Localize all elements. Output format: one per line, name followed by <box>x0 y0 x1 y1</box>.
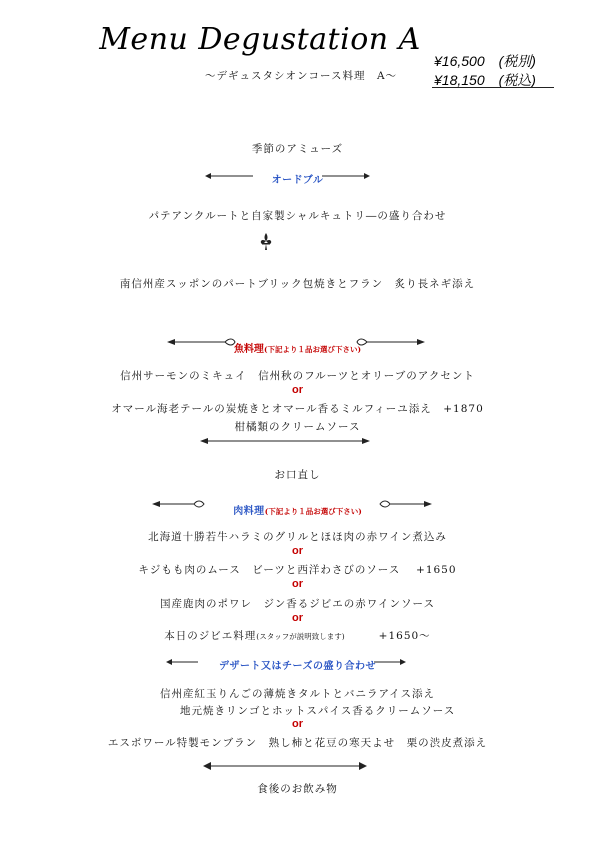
fish-item-2: オマール海老テールの炭焼きとオマール香るミルフィーユ添え +1870 <box>111 403 484 415</box>
price-excl-tax: ¥16,500 (税別) <box>434 53 536 69</box>
meat-or-3: or <box>292 612 303 624</box>
divider-2 <box>203 759 367 773</box>
after-meal-drink: 食後のお飲み物 <box>257 783 338 795</box>
divider-1 <box>200 436 370 446</box>
menu-title: Menu Degustation A <box>99 22 421 57</box>
meat-item-4-main: 本日のジビエ料理 <box>164 630 257 642</box>
meat-item-4 <box>0 628 595 643</box>
hors-doeuvre-heading: オードブル <box>271 175 324 186</box>
meat-item-4-note: (スタッフが説明致します) <box>256 632 345 641</box>
meat-note: (下記より１品お選び下さい) <box>264 507 362 516</box>
fish-note: (下記より１品お選び下さい) <box>263 345 362 354</box>
dessert-item-1: 信州産紅玉りんごの薄焼きタルトとバニラアイス添え <box>160 688 435 700</box>
meat-or-2: or <box>292 578 303 590</box>
ornament-right-2 <box>355 335 427 349</box>
fish-or: or <box>292 384 303 396</box>
fleur-de-lis-icon <box>259 232 273 252</box>
palate-cleanser: お口直し <box>274 469 321 481</box>
price-incl-tax: ¥18,150 (税込) <box>434 72 536 88</box>
meat-heading: 肉料理 <box>233 506 265 517</box>
price-underline <box>432 87 554 88</box>
meat-or-1: or <box>292 545 303 557</box>
hors-doeuvre-item-1: パテアンクルートと自家製シャルキュトリ―の盛り合わせ <box>148 210 447 222</box>
ornament-right-1 <box>320 170 372 182</box>
meat-item-2: キジもも肉のムース ビーツと西洋わさびのソース +1650 <box>138 564 457 576</box>
ornament-right-4 <box>372 656 406 668</box>
dessert-heading: デザート又はチーズの盛り合わせ <box>219 661 376 672</box>
fish-heading: 魚料理 <box>233 344 264 355</box>
ornament-right-3 <box>378 497 434 511</box>
meat-item-4-price: +1650～ <box>378 630 431 642</box>
fish-item-2-sauce: 柑橘類のクリームソース <box>234 421 361 433</box>
dessert-or: or <box>292 718 303 730</box>
hors-doeuvre-item-2: 南信州産スッポンのパートブリック包焼きとフラン 炙り長ネギ添え <box>119 278 476 290</box>
meat-item-3: 国産鹿肉のポワレ ジン香るジビエの赤ワインソース <box>160 598 435 610</box>
amuse-line: 季節のアミューズ <box>251 143 344 155</box>
fish-item-1: 信州サーモンのミキュイ 信州秋のフルーツとオリーブのアクセント <box>120 370 475 382</box>
meat-item-1: 北海道十勝若牛ハラミのグリルとほほ肉の赤ワイン煮込み <box>148 531 447 543</box>
dessert-item-1-sauce: 地元焼きリンゴとホットスパイス香るクリームソース <box>180 705 456 717</box>
dessert-item-2: エスボワール特製モンブラン 熟し柿と花豆の寒天よせ 栗の渋皮煮添え <box>107 737 488 749</box>
menu-subtitle: ～デギュスタシオンコース料理 A～ <box>205 70 398 82</box>
